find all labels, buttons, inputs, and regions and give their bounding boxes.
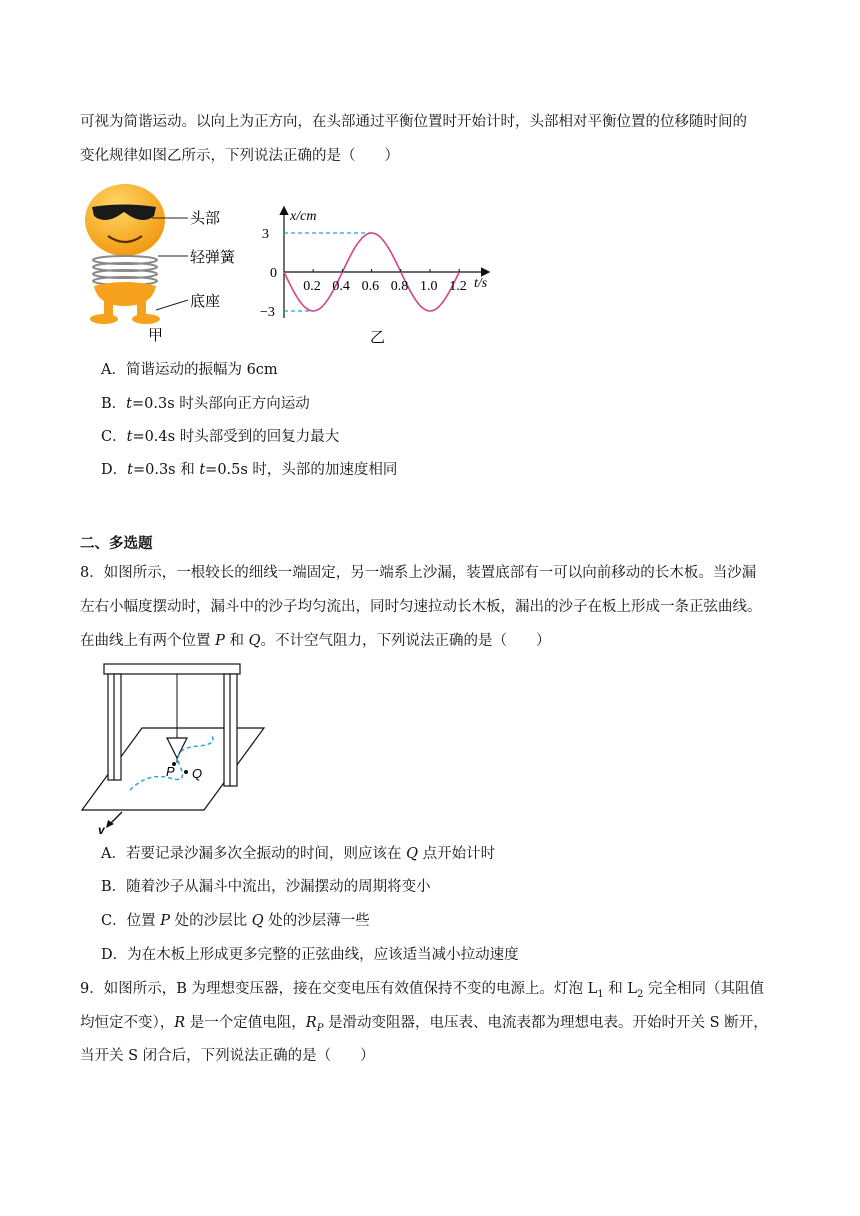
x-tick-0.8: 0.8 bbox=[390, 279, 409, 294]
label-head: 头部 bbox=[190, 210, 221, 227]
q9-stem-line3: 当开关 S 闭合后，下列说法正确的是（ ） bbox=[80, 1048, 375, 1064]
figure-yi-graph bbox=[260, 200, 500, 345]
label-p: P bbox=[166, 764, 175, 779]
x-tick-0.4: 0.4 bbox=[332, 279, 350, 294]
q8-option-b: B．随着沙子从漏斗中流出，沙漏摆动的周期将变小 bbox=[101, 879, 431, 895]
spring-icon bbox=[93, 256, 157, 285]
q8-option-d: D．为在木板上形成更多完整的正弦曲线，应该适当减小拉动速度 bbox=[101, 947, 519, 963]
q9-stem-line1: 9．如图所示，B 为理想变压器，接在交变电压有效值保持不变的电源上。灯泡 $L_1$ 和 $L_2$ 完全相同（其阻值 bbox=[80, 981, 764, 1000]
figure-sand-pendulum bbox=[78, 660, 278, 840]
q7-option-b: B．t=0.3s 时头部向正方向运动 bbox=[101, 396, 310, 412]
origin-label: 0 bbox=[270, 266, 277, 281]
label-q: Q bbox=[192, 766, 203, 781]
toy-head bbox=[85, 184, 165, 256]
x-tick-labels bbox=[303, 269, 467, 294]
q7-stem-line1: 可视为简谐运动。以向上为正方向，在头部通过平衡位置时开始计时，头部相对平衡位置的位移随时间的 bbox=[80, 114, 747, 130]
q8-stem-line2: 左右小幅度摆动时，漏斗中的沙子均匀流出，同时匀速拉动长木板，漏出的沙子在板上形成一条正弦曲线。 bbox=[80, 599, 762, 615]
y-tick-pos: 3 bbox=[262, 227, 269, 242]
x-tick-0.2: 0.2 bbox=[303, 279, 321, 294]
y-axis-label: x/cm bbox=[290, 209, 317, 224]
figure-jia-toy bbox=[80, 182, 280, 342]
label-base: 底座 bbox=[190, 293, 221, 310]
point-q bbox=[184, 770, 188, 774]
label-v: v bbox=[98, 823, 105, 837]
x-tick-1.2: 1.2 bbox=[449, 279, 467, 294]
q8-option-c: C．位置 P 处的沙层比 Q 处的沙层薄一些 bbox=[101, 913, 370, 929]
q9-stem-line2: 均恒定不变），R 是一个定值电阻，$R_P$ 是滑动变阻器，电压表、电流表都为理想电表。开始时开关 S 断开， bbox=[80, 1015, 768, 1034]
q8-option-a: A．若要记录沙漏多次全振动的时间，则应该在 Q 点开始计时 bbox=[101, 846, 496, 862]
q8-stem-line3: 在曲线上有两个位置 P 和 Q。不计空气阻力，下列说法正确的是（ ） bbox=[80, 633, 551, 649]
y-tick-neg: −3 bbox=[260, 305, 275, 320]
q8-stem-line1: 8．如图所示，一根较长的细线一端固定，另一端系上沙漏，装置底部有一可以向前移动的长木板。当沙漏 bbox=[80, 565, 757, 581]
q7-option-a: A．简谐运动的振幅为 6cm bbox=[101, 362, 278, 378]
section-title: 二、多选题 bbox=[80, 535, 153, 552]
x-tick-1.0: 1.0 bbox=[420, 279, 438, 294]
caption-jia: 甲 bbox=[148, 327, 164, 342]
label-spring: 轻弹簧 bbox=[190, 249, 236, 266]
x-axis-label: t/s bbox=[474, 276, 488, 291]
caption-yi: 乙 bbox=[370, 330, 386, 345]
x-tick-0.6: 0.6 bbox=[361, 279, 380, 294]
q7-option-d: D．t=0.3s 和 t=0.5s 时，头部的加速度相同 bbox=[101, 462, 398, 478]
q7-stem-line2: 变化规律如图乙所示，下列说法正确的是（ ） bbox=[80, 148, 399, 164]
toy-base bbox=[94, 282, 156, 306]
q7-option-c: C．t=0.4s 时头部受到的回复力最大 bbox=[101, 429, 340, 445]
